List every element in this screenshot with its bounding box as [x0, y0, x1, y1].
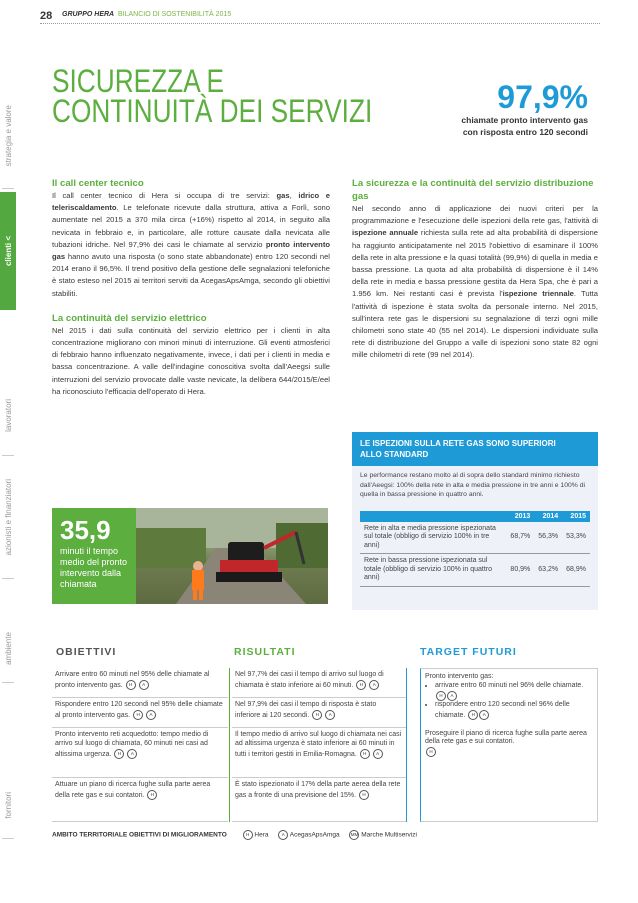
page-number: 28 [40, 10, 53, 22]
paragraph-gas-safety: Nel secondo anno di applicazione dei nuovi criteri per la programmazione e l'esecuzione delle ispezioni della rete gas, l'attività di ispezione annuale richiesta sulla rete ad alta probabilità di dispersione ha raggiunto anticipatamente nel 2015 l'obiettivo di esaminare il 100% della rete in alta pressione e la quasi totalità (99,9%) di quella in media e bassa pressione. La quota ad alta probabilità di dispersione è il 14% della rete in media e bassa pressione gestita da Hera Spa, che è pari a 1.956 km. Nei restanti casi è prevista l'ispezione triennale. Tutta l'attività di ispezione è stata svolta da personale interno. Nel 2015, sull'intera rete gas le dispersioni su segnalazione di terzi ogni mille chilometri sono state 40 (55 nel 2014). Le dispersioni individuate sulla rete di distribuzione del Gruppo a valle di ispezioni sono state 82 ogni mille chilometri di rete (99 nel 2014). [352, 204, 598, 360]
kpi-value: 97,9% [497, 79, 588, 115]
column-divider [406, 668, 407, 822]
territory-badge: H [359, 790, 369, 800]
sidebar-divider [2, 578, 14, 579]
stat-value: 35,9 [60, 515, 111, 545]
header-divider [40, 23, 600, 24]
territory-badge: A [127, 749, 137, 759]
objective-cell: Pronto intervento reti acquedotto: tempo medio di arrivo sul luogo di chiamata, 60 minuti nei casi ad altissima urgenza. H A [52, 728, 228, 778]
sidebar-divider [2, 838, 14, 839]
targets-heading: TARGET FUTURI [420, 646, 517, 658]
inspection-table [360, 511, 590, 588]
kpi-callout [420, 80, 588, 138]
territory-badge: H [360, 749, 370, 759]
stat-box [52, 508, 136, 604]
territory-badge: A [139, 680, 149, 690]
column-header: 2015 [562, 511, 590, 522]
sidebar-item-clienti[interactable]: clienti < [0, 192, 16, 310]
objective-cell: Arrivare entro 60 minuti nel 95% delle chiamate al pronto intervento gas. H A [52, 668, 228, 698]
column-header: 2014 [534, 511, 562, 522]
target-intro: Pronto intervento gas: [425, 673, 494, 680]
territory-badge: H [147, 790, 157, 800]
sidebar-divider [2, 455, 14, 456]
sidebar-item-fornitori[interactable]: fornitori [3, 791, 13, 819]
inspection-box-note: Le performance restano molto al di sopra dello standard minimo richiesto dall'Aeegsi: 100% della rete in alta e media pressione in tre anni e 100% di quella in bassa pressione in quattro anni. [360, 472, 585, 498]
paragraph-call-center: Il call center tecnico di Hera si occupa di tre servizi: gas, idrico e teleriscaldamento. Le telefonate ricevute dalla struttura, attiva a Forlì, sono aumentate nel 2015 a 370 mila circa (+16%) rispetto al 2014, in seguito alla nevicata in febbraio e, in particolare, alle rotture causate dalla nevicata alle tubazioni idriche. Nel 97,9% dei casi le chiamate al servizio pronto intervento gas hanno avuto una risposta (o sono state abbandonate) entro 120 secondi nel 2014 erano il 96,5%. Il trend positivo della gestione delle segnalazioni telefoniche è stato esteso nel 2015 ai territori serviti da AcegasApsAmga, secondo gli obiettivi stabiliti. [52, 191, 330, 298]
sidebar-item-azionisti[interactable]: azionisti e finanziatori [3, 478, 13, 556]
list-item: • rispondere entro 120 secondi nel 96% delle chiamate. H A [435, 701, 593, 720]
right-column [352, 177, 598, 362]
target-list [425, 682, 593, 721]
header-report: BILANCIO DI SOSTENIBILITÀ 2015 [118, 11, 232, 18]
table-row: Rete in bassa pressione ispezionata sul totale (obbligo di servizio 100% in quattro anni) 80,9% 63,2% 68,9% [360, 554, 590, 587]
future-targets-box [420, 668, 598, 822]
result-cell: Il tempo medio di arrivo sul luogo di chiamata nei casi ad altissima urgenza è stato inferiore ai 60 minuti in tutti i territori gestiti in Emilia-Romagna. H A [232, 728, 406, 778]
section-heading: La sicurezza e la continuità del servizio distribuzione gas [352, 178, 594, 202]
section-heading: Il call center tecnico [52, 178, 144, 189]
territory-badge: H [114, 749, 124, 759]
result-cell: È stato ispezionato il 17% della parte aerea della rete gas a fronte di una previsione del 15%. H [232, 778, 406, 822]
inspection-box [352, 432, 598, 610]
inspection-box-title: LE ISPEZIONI SULLA RETE GAS SONO SUPERIORI ALLO STANDARD [352, 432, 598, 466]
left-column [52, 177, 330, 398]
results-heading: RISULTATI [234, 646, 296, 658]
sidebar-divider [2, 188, 14, 189]
territory-badge: A [369, 680, 379, 690]
territory-badge: H [356, 680, 366, 690]
sidebar-item-ambiente[interactable]: ambiente [3, 631, 13, 665]
territory-badge: A [373, 749, 383, 759]
column-divider [229, 668, 230, 822]
section-heading: La continuità del servizio elettrico [52, 312, 207, 324]
objective-cell: Rispondere entro 120 secondi nel 95% delle chiamate al pronto intervento gas. H A [52, 698, 228, 728]
sidebar-item-strategia[interactable]: strategia e valore [3, 105, 13, 167]
territory-legend: AMBITO TERRITORIALE OBIETTIVI DI MIGLIORAMENTO H Hera A AcegasApsAmga MM Marche Multiservizi [52, 831, 417, 839]
sidebar-item-lavoratori[interactable]: lavoratori [3, 398, 13, 432]
territory-badge: H [126, 680, 136, 690]
kpi-label-1: chiamate pronto intervento gas [461, 115, 588, 125]
territory-badge: A [325, 710, 335, 720]
territory-badge: A [146, 710, 156, 720]
objectives-heading: OBIETTIVI [56, 646, 117, 658]
paragraph-electric: Nel 2015 i dati sulla continuità del servizio elettrico per i clienti in alta concentrazione migliorano con minori minuti di interruzione. Gli eventi atmosferici di febbraio hanno influenzato negativamente, invece, i dati per i clienti in media e bassa concentrazione. A valle dell'indagine conoscitiva svolta dall'Aeegsi sulle interruzioni del servizio provocate dalle vaste nevicate, la delibera 644/2015/E/eel ha riconosciuto l'efficacia dell'operato di Hera. [52, 325, 330, 396]
kpi-label-2: con risposta entro 120 secondi [462, 127, 588, 137]
territory-badge: H [312, 710, 322, 720]
column-header: 2013 [506, 511, 534, 522]
header-company: GRUPPO HERA [62, 11, 115, 18]
target-paragraph: Proseguire il piano di ricerca fughe sulla parte aerea della rete gas e sui contatori. H [425, 730, 593, 758]
page-title: SICUREZZA E CONTINUITÀ DEI SERVIZI [52, 63, 373, 129]
worker-excavator-photo [136, 508, 328, 604]
result-cell: Nel 97,7% dei casi il tempo di arrivo sul luogo di chiamata è stato inferiore ai 60 minuti. H A [232, 668, 406, 698]
territory-badge: H [133, 710, 143, 720]
table-row: Rete in alta e media pressione ispezionata sul totale (obbligo di servizio 100% in tre anni) 68,7% 56,3% 53,3% [360, 522, 590, 554]
stat-label: minuti il tempo medio del pronto intervento dalla chiamata [60, 546, 128, 589]
list-item: • arrivare entro 60 minuti nel 96% delle chiamate. H A [435, 682, 593, 701]
objective-cell: Attuare un piano di ricerca fughe sulla parte aerea della rete gas e sui contatori. H [52, 778, 228, 822]
section-sidebar [0, 0, 16, 903]
result-cell: Nel 97,9% dei casi il tempo di risposta è stato inferiore ai 120 secondi. H A [232, 698, 406, 728]
sidebar-divider [2, 682, 14, 683]
